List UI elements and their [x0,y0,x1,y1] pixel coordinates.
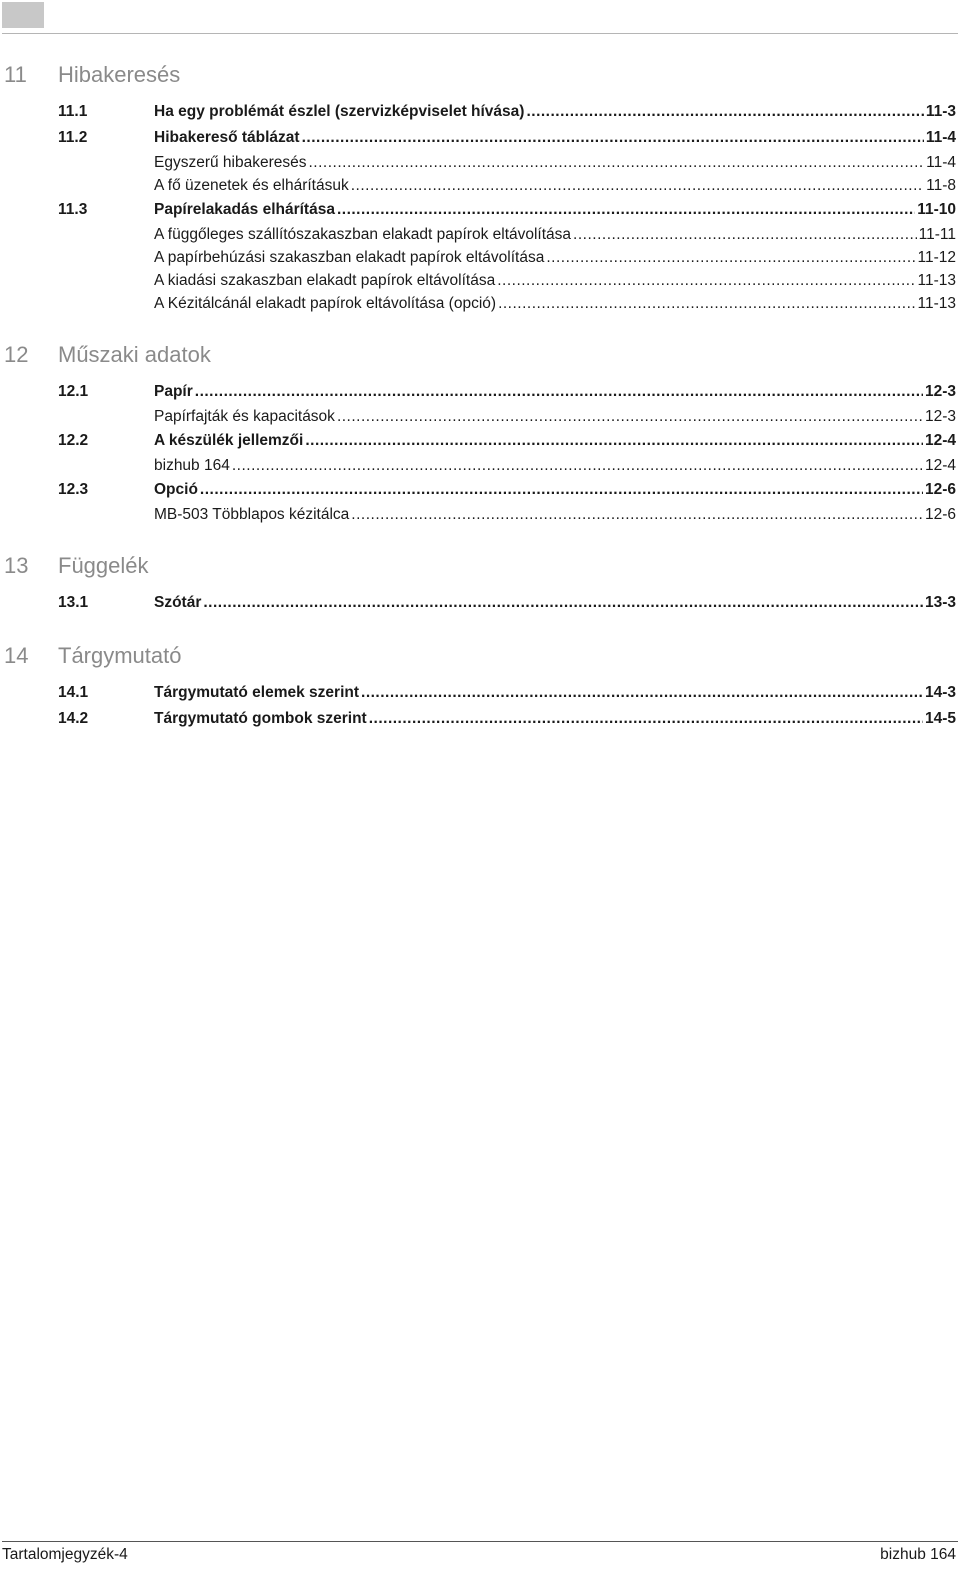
section-number: 11.1 [58,103,88,120]
page-number: 11-4 [925,129,956,146]
toc-entry-row [154,246,956,269]
entry-title: Hibakereső táblázat [154,129,300,146]
page-number: 11-12 [917,249,956,266]
section-number: 14.2 [58,710,89,727]
page-number: 14-5 [924,710,956,727]
toc-entry-row [154,405,956,428]
chapter-spacer [0,526,960,548]
toc-section-entry[interactable] [0,590,960,616]
entry-title: Szótár [154,594,202,611]
chapter-number: 11 [4,62,27,87]
toc-section-entry[interactable] [0,379,960,405]
page-number: 12-4 [924,457,956,474]
footer-page-label: Tartalomjegyzék-4 [2,1546,128,1563]
section-number: 11.3 [58,201,88,218]
footer-product-name: bizhub 164 [880,1546,956,1563]
chapter-number: 13 [4,553,29,578]
page-number: 12-6 [924,506,956,523]
entry-title: A függőleges szállítószakaszban elakadt papírok eltávolítása [154,226,572,243]
dot-leader [546,246,915,269]
chapter-title: Hibakeresés [58,62,181,87]
dot-leader [305,428,923,454]
toc-entry-row [154,174,956,197]
toc-section-entry[interactable] [0,680,960,706]
dot-leader [302,125,924,151]
entry-title: A készülék jellemzői [154,432,304,449]
toc-section-entry[interactable] [0,706,960,732]
page-number: 14-3 [924,684,956,701]
toc-subsection-entry[interactable] [0,174,960,197]
dot-leader [526,99,923,125]
header-rule [2,33,958,34]
page-number: 12-3 [924,383,956,400]
entry-title: Opció [154,481,198,498]
toc-section-entry[interactable] [0,99,960,125]
section-number: 12.3 [58,481,89,498]
entry-title: Egyszerű hibakeresés [154,154,307,171]
chapter-number: 14 [4,643,29,668]
chapter-title: Műszaki adatok [58,342,211,367]
page-number: 11-13 [917,295,956,312]
section-number: 12.1 [58,383,89,400]
toc-entry-row [154,223,956,246]
chapter-title: Függelék [58,553,149,578]
entry-title: bizhub 164 [154,457,230,474]
dot-leader [203,590,923,616]
page-number: 12-6 [924,481,956,498]
section-number: 12.2 [58,432,89,449]
page-number: 11-4 [926,154,956,171]
toc-entry-row [154,99,956,125]
toc-entry-row [154,269,956,292]
dot-leader [195,379,923,405]
section-number: 13.1 [58,594,89,611]
section-number: 11.2 [58,129,88,146]
toc-entry-row [154,125,956,151]
toc-entry-row [154,680,956,706]
toc-entry-row [154,428,956,454]
toc-subsection-entry[interactable] [0,151,960,174]
toc-subsection-entry[interactable] [0,503,960,526]
page-number: 11-10 [917,201,956,218]
table-of-contents [0,57,960,732]
toc-subsection-entry[interactable] [0,405,960,428]
entry-title: A kiadási szakaszban elakadt papírok eltávolítása [154,272,496,289]
dot-leader [337,405,923,428]
dot-leader [369,706,923,732]
dot-leader [497,269,915,292]
chapter-heading [0,638,960,674]
toc-subsection-entry[interactable] [0,223,960,246]
entry-title: Papír [154,383,193,400]
dot-leader [232,454,923,477]
toc-section-entry[interactable] [0,125,960,151]
chapter-heading [0,548,960,584]
toc-entry-row [154,590,956,616]
page-number: 11-8 [926,177,956,194]
chapter-heading [0,337,960,373]
entry-title: A Kézitálcánál elakadt papírok eltávolítása (opció) [154,295,497,312]
toc-entry-row [154,197,956,223]
entry-title: Ha egy problémát észlel (szervizképviselet hívása) [154,103,525,120]
dot-leader [309,151,925,174]
entry-title: MB-503 Többlapos kézitálca [154,506,350,523]
toc-subsection-entry[interactable] [0,269,960,292]
chapter-spacer [0,616,960,638]
footer-rule [2,1541,958,1542]
dot-leader [498,292,915,315]
dot-leader [573,223,917,246]
toc-subsection-entry[interactable] [0,454,960,477]
toc-subsection-entry[interactable] [0,246,960,269]
entry-title: Papírelakadás elhárítása [154,201,335,218]
page-number: 13-3 [924,594,956,611]
dot-leader [351,174,924,197]
toc-entry-row [154,454,956,477]
entry-title: Papírfajták és kapacitások [154,408,335,425]
toc-section-entry[interactable] [0,197,960,223]
toc-entry-row [154,151,956,174]
page-number: 11-11 [918,226,956,243]
chapter-spacer [0,315,960,337]
entry-title: A fő üzenetek és elhárításuk [154,177,349,194]
entry-title: A papírbehúzási szakaszban elakadt papírok eltávolítása [154,249,545,266]
entry-title: Tárgymutató elemek szerint [154,684,360,701]
toc-entry-row [154,379,956,405]
toc-entry-row [154,477,956,503]
dot-leader [361,680,923,706]
toc-entry-row [154,292,956,315]
chapter-heading [0,57,960,93]
page-number: 12-3 [924,408,956,425]
header-corner-tab [2,2,44,28]
dot-leader [337,197,915,223]
toc-subsection-entry[interactable] [0,292,960,315]
dot-leader [351,503,923,526]
toc-entry-row [154,706,956,732]
page-number: 11-3 [925,103,956,120]
toc-section-entry[interactable] [0,428,960,454]
toc-section-entry[interactable] [0,477,960,503]
page-number: 12-4 [924,432,956,449]
dot-leader [200,477,923,503]
page-number: 11-13 [917,272,956,289]
chapter-title: Tárgymutató [58,643,182,668]
chapter-number: 12 [4,342,29,367]
toc-entry-row [154,503,956,526]
entry-title: Tárgymutató gombok szerint [154,710,367,727]
section-number: 14.1 [58,684,89,701]
